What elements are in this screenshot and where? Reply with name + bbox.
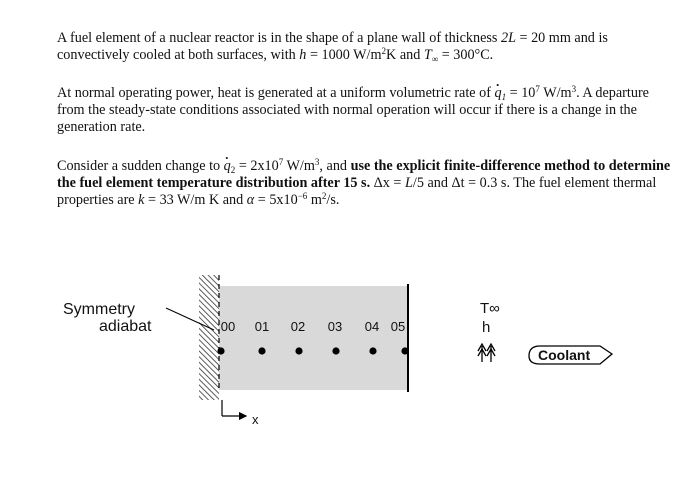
symmetry-label: Symmetry [63,301,135,318]
x-axis-label: x [252,412,259,427]
text-run: m [307,192,322,209]
var-alpha: α [246,192,255,209]
subscript: 1 [501,92,507,103]
text-run: K and [386,47,424,64]
node-dot [332,347,339,354]
var-q-dot: · q [224,158,231,175]
var-h: h [299,47,307,64]
text-run: At normal operating power, heat is generated at a uniform volumetric rate of [57,85,495,102]
subscript: ∞ [431,54,439,65]
text-run: . A departure from the steady-state conditions associated with normal operation will occur if there is a change in the generation rate. [57,85,649,136]
text-run: W/m [283,158,315,175]
var-2L: 2L [500,30,516,47]
node-label: 02 [290,319,306,334]
coolant-label: Coolant [538,347,591,363]
text-run: = 300°C. [438,47,494,64]
var-k: k [138,192,145,209]
superscript: 7 [535,84,540,95]
adiabat-label: adiabat [99,318,152,335]
text-run: = 10 [506,85,536,102]
h-label: h [482,319,491,336]
text-run: = 20 mm and is convectively cooled at both surfaces, with [57,30,608,64]
node-label: 00 [220,319,236,334]
fuel-element-diagram [0,260,690,440]
node-label: 05 [390,319,406,334]
node-label: 03 [327,319,343,334]
text-run: = 2x10 [235,158,279,175]
superscript: 3 [314,157,320,168]
node-dot [295,347,302,354]
var-T: T [423,47,432,64]
superscript: 2 [381,46,387,57]
text-run: = 1000 W/m [306,47,382,64]
text-run: A fuel element of a nuclear reactor is in the shape of a plane wall of thickness [57,30,501,47]
superscript: 2 [321,191,327,202]
subscript: 2 [230,165,236,176]
text-run: , and [319,158,351,175]
node-label: 04 [364,319,380,334]
symmetry-hatching [199,275,219,400]
bold-instruction: use the explicit finite-difference method to determine the fuel element temperature distribution after 15 s. [57,158,671,192]
node-dot [401,347,408,354]
var-q-dot: · q [495,85,502,102]
text-run: = 33 W/m K and [144,192,247,209]
text-run: = 5x10 [254,192,298,209]
paragraph-problem-geometry [57,30,672,64]
coolant-flow-arrows-icon [478,344,495,362]
paragraph-normal-operation [57,85,672,136]
node-dot [369,347,376,354]
superscript: −6 [297,191,308,202]
node-label: 01 [254,319,270,334]
paragraph-task [57,158,672,209]
text-run: W/m [539,85,572,102]
text-run: /5 and Δt = 0.3 s. The fuel element thermal properties are [57,175,657,209]
node-dot [217,347,224,354]
text-run: Δx = [370,175,405,192]
fuel-wall-region [219,286,408,390]
node-dot [258,347,265,354]
text-run: Consider a sudden change to [57,158,224,175]
text-run: /s. [326,192,340,209]
var-L: L [404,175,413,192]
superscript: 7 [278,157,284,168]
superscript: 3 [571,84,577,95]
t-infinity-label: T∞ [480,300,500,317]
